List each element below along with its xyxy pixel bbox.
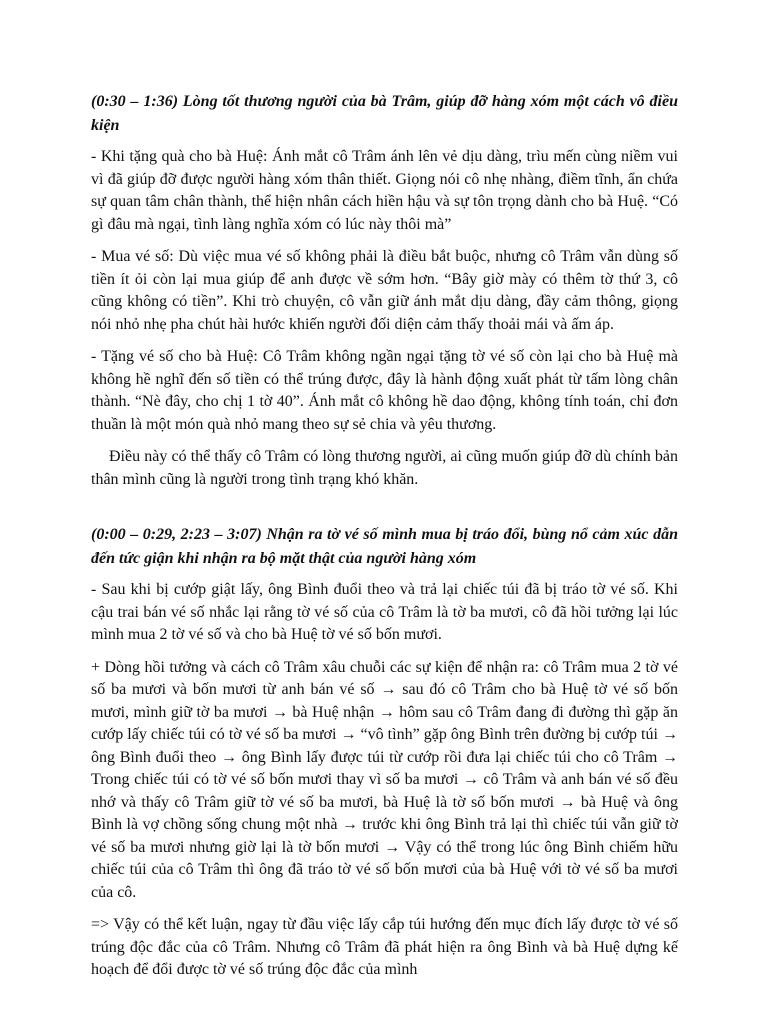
section-spacer	[91, 501, 678, 523]
section-2-paragraph-recall: - Sau khi bị cướp giật lấy, ông Bình đuổi theo và trả lại chiếc túi đã bị tráo tờ vé số. Khi cậu trai bán vé số nhắc lại rằng tờ vé số của cô Trâm là tờ ba mươi, cô đã hồi tưởng lại lúc mình mua 2 tờ vé số và cho bà Huệ tờ vé số bốn mươi.	[91, 581, 678, 643]
section-2-heading: (0:00 – 0:29, 2:23 – 3:07) Nhận ra tờ vé số mình mua bị tráo đổi, bùng nổ cảm xúc dẫn đến tức giận khi nhận ra bộ mặt thật của người hàng xóm	[91, 526, 678, 567]
section-1-heading: (0:30 – 1:36) Lòng tốt thương người của bà Trâm, giúp đỡ hàng xóm một cách vô điều kiện	[91, 93, 678, 134]
section-2-paragraph-chain: + Dòng hồi tưởng và cách cô Trâm xâu chuỗi các sự kiện để nhận ra: cô Trâm mua 2 tờ vé số ba mươi và bốn mươi từ anh bán vé số → sau đó cô Trâm cho bà Huệ tờ vé số bốn mươi, mình giữ tờ ba mươi → bà Huệ nhận → hôm sau cô Trâm đang đi đường thì gặp ăn cướp lấy chiếc túi có tờ vé số ba mươi → “vô tình” gặp ông Bình trên đường bị cướp túi → ông Bình đuổi theo → ông Bình lấy được túi từ cướp rồi đưa lại chiếc túi cho cô Trâm → Trong chiếc túi có tờ vé số bốn mươi thay vì số ba mươi → cô Trâm và anh bán vé số đều nhớ và thấy cô Trâm giữ tờ vé số ba mươi, bà Huệ là tờ số bốn mươi → bà Huệ và ông Bình là vợ chồng sống chung một nhà → trước khi ông Bình trả lại thì chiếc túi vẫn giữ tờ vé số ba mươi nhưng giờ lại là tờ bốn mươi → Vậy có thể trong lúc ông Bình chiếm hữu chiếc túi của cô Trâm thì ông đã tráo tờ vé số bốn mươi của bà Huệ với tờ vé số ba mươi của cô.	[91, 658, 678, 901]
section-1-conclusion: Điều này có thể thấy cô Trâm có lòng thương người, ai cũng muốn giúp đỡ dù chính bản thân mình cũng là người trong tình trạng khó khăn.	[91, 448, 678, 488]
section-1-paragraph-give-ticket: - Tặng vé số cho bà Huệ: Cô Trâm không ngần ngại tặng tờ vé số còn lại cho bà Huệ mà không hề nghĩ đến số tiền có thể trúng được, đây là hành động xuất phát từ tấm lòng chân thành. “Nè đây, cho chị 1 tờ 40”. Ánh mắt cô không hề dao động, không tính toán, chỉ đơn thuần là một món quà nhỏ mang theo sự sẻ chia và yêu thương.	[91, 348, 678, 433]
section-1-paragraph-gift: - Khi tặng quà cho bà Huệ: Ánh mắt cô Trâm ánh lên vẻ dịu dàng, trìu mến cùng niềm vui vì đã giúp đỡ được người hàng xóm thân thiết. Giọng nói cô nhẹ nhàng, điềm tĩnh, ẩn chứa sự quan tâm chân thành, thể hiện nhân cách hiền hậu và sự tôn trọng dành cho bà Huệ. “Có gì đâu mà ngại, tình làng nghĩa xóm có lúc này thôi mà”	[91, 148, 678, 233]
section-2-conclusion: => Vậy có thể kết luận, ngay từ đầu việc lấy cắp túi hướng đến mục đích lấy được tờ vé số trúng độc đắc của cô Trâm. Nhưng cô Trâm đã phát hiện ra ông Bình và bà Huệ dựng kế hoạch để đổi được tờ vé số trúng độc đắc của mình	[91, 916, 678, 978]
section-1-paragraph-buy-ticket: - Mua vé số: Dù việc mua vé số không phải là điều bắt buộc, nhưng cô Trâm vẫn dùng số tiền ít ỏi còn lại mua giúp để anh được về sớm hơn. “Bây giờ mày có thêm tờ thứ 3, cô cũng không có tiền”. Khi trò chuyện, cô vẫn giữ ánh mắt dịu dàng, đầy cảm thông, giọng nói nhỏ nhẹ pha chút hài hước khiến người đối diện cảm thấy thoải mái và ấm áp.	[91, 248, 678, 333]
